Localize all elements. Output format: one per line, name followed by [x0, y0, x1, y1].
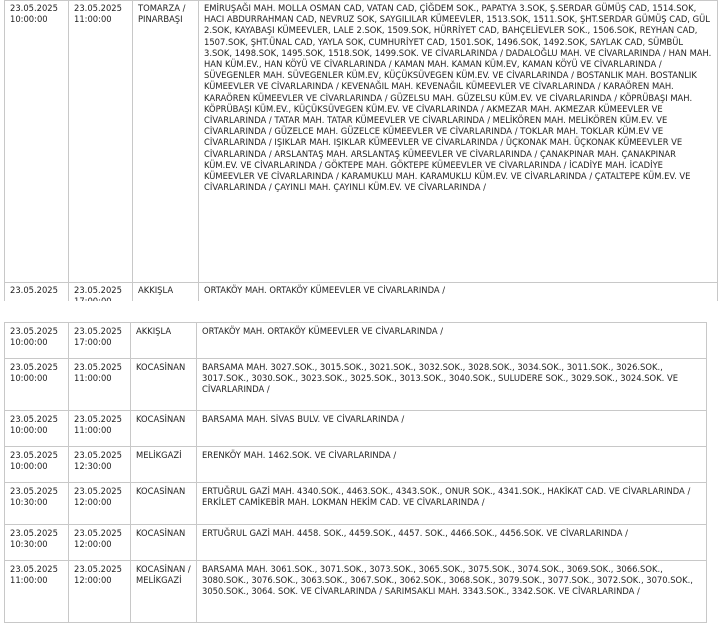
- table-row: [5, 525, 707, 561]
- start-time: 10:00:00: [10, 337, 48, 348]
- start-date: 23.05.2025: [10, 3, 58, 13]
- start-cell: [5, 525, 69, 561]
- start-time: 10:30:00: [10, 539, 48, 550]
- end-time: 17:00:00: [74, 337, 112, 348]
- table-row: [5, 323, 707, 359]
- locations-text: ERENKÖY MAH. 1462.SOK. VE CİVARLARINDA /: [202, 450, 397, 460]
- start-date: 23.05.2025: [10, 450, 58, 460]
- start-cell: [5, 1, 69, 283]
- district-name: AKKIŞLA: [138, 285, 174, 295]
- end-date: 23.05.2025: [74, 528, 122, 538]
- end-date: 23.05.2025: [74, 326, 122, 336]
- district-name: MELİKGAZİ: [136, 450, 182, 460]
- end-date: 23.05.2025: [74, 414, 122, 424]
- table-row: [5, 411, 707, 447]
- district-name: KOCASİNAN: [136, 528, 186, 538]
- end-date: 23.05.2025: [74, 564, 122, 574]
- district-name: KOCASİNAN: [136, 414, 186, 424]
- locations-text: BARSAMA MAH. 3027.SOK., 3015.SOK., 3021.SOK., 3032.SOK., 3028.SOK., 3034.SOK., 3011.SOK., 3026.SOK., 3017.SOK., 3030.SOK., 3023.SOK., 3025.SOK., 3013.SOK., 3040.SOK., SULUDERE SOK., 3029.SOK., 3024.SOK. VE CİVARLARINDA /: [202, 362, 678, 395]
- locations-cell: [197, 323, 707, 359]
- district-cell: [131, 447, 197, 483]
- start-time: 10:00:00: [10, 461, 48, 472]
- table-row: [5, 447, 707, 483]
- end-cell: [69, 483, 131, 525]
- district-name: KOCASİNAN / MELİKGAZİ: [136, 564, 191, 586]
- end-date: 23.05.2025: [74, 3, 122, 13]
- start-cell: [5, 447, 69, 483]
- end-time: 11:00:00: [74, 373, 112, 384]
- district-cell: [131, 525, 197, 561]
- end-cell: [69, 525, 131, 561]
- start-cell: [5, 561, 69, 623]
- locations-text: BARSAMA MAH. 3061.SOK., 3071.SOK., 3073.SOK., 3065.SOK., 3075.SOK., 3074.SOK., 3069.SOK., 3066.SOK., 3080.SOK., 3076.SOK., 3063.SOK., 3067.SOK., 3062.SOK., 3068.SOK., 3079.SOK., 3077.SOK., 3072.SOK., 3070.SOK., 3050.SOK., 3064. SOK. VE CİVARLARINDA / SARIMSAKLI MAH. 3343.SOK., 3342.SOK. VE CİVARLARINDA /: [202, 564, 693, 597]
- end-time: 12:00:00: [74, 575, 112, 586]
- locations-text: ORTAKÖY MAH. ORTAKÖY KÜMEEVLER VE CİVARLARINDA /: [204, 285, 446, 295]
- end-cell: [69, 561, 131, 623]
- table-row: [5, 483, 707, 525]
- table-row: [5, 359, 707, 411]
- end-time: 11:00:00: [74, 425, 112, 436]
- end-cell: [69, 447, 131, 483]
- locations-text: BARSAMA MAH. SİVAS BULV. VE CİVARLARINDA /: [202, 414, 405, 424]
- district-cell: [131, 483, 197, 525]
- start-date: 23.05.2025: [10, 326, 58, 336]
- end-date: 23.05.2025: [74, 486, 122, 496]
- district-cell: [131, 411, 197, 447]
- start-time: 10:00:00: [10, 14, 48, 25]
- locations-cell: [197, 561, 707, 623]
- start-cell: [5, 483, 69, 525]
- start-time: 11:00:00: [10, 575, 48, 586]
- start-time: 10:00:00: [10, 425, 48, 436]
- end-date: 23.05.2025: [74, 450, 122, 460]
- locations-text: EMİRUŞAĞI MAH. MOLLA OSMAN CAD, VATAN CAD, ÇİĞDEM SOK., PAPATYA 3.SOK, Ş.SERDAR GÜMÜŞ CAD, 1514.SOK, HACI ABDURRAHMAN CAD, NEVRUZ SOK, SAYGILILAR KÜMEEVLER, 1513.SOK, 1511.SOK, ŞHT.SERDAR GÜMÜŞ CAD, GÜL 2.SOK, KAYABAŞI KÜMEEVLER, LALE 2.SOK, 1509.SOK, HÜRRİYET CAD, BAHÇELİEVLER SOK., 1506.SOK, REYHAN CAD, 1507.SOK, ŞHT.ÜNAL CAD, YAYLA SOK, CUMHURİYET CAD, 1501.SOK, 1496.SOK, 1492.SOK, SAYLAK CAD, SÜMBÜL 3.SOK, 1498.SOK, 1495.SOK, 1518.SOK, 1499.SOK. VE CİVARLARINDA / DADALOĞLU MAH. VE CİVARLARINDA / HAN MAH. HAN KÜM.EV., HAN KÖYÜ VE CİVARLARINDA / KAMAN MAH. KAMAN KÜM.EV, KAMAN KÖYÜ VE CİVARLARINDA / SÜVEGENLER MAH. SÜVEGENLER KÜM.EV, KÜÇÜKSÜVEGEN KÜM.EV. VE CİVARLARINDA / BOSTANLIK MAH. BOSTANLIK KÜMEEVLER VE CİVARLARINDA / KEVENAĞIL MAH. KEVENAĞIL KÜMEEVLER VE CİVARLARINDA / KARAÖREN MAH. KARAÖREN KÜMEEVLER VE CİVARLARINDA / GÜZELSU MAH. GÜZELSU KÜM.EV. VE CİVARLARINDA / KÖPRÜBAŞI MAH. KÖPRÜBAŞI KÜM.EV., KÜÇÜKSÜVEGEN KÜM.EV. VE CİVARLARINDA / AKMEZAR MAH. AKMEZAR KÜMEEVLER VE CİVARLARINDA / TATAR MAH. TATAR KÜMEEVLER VE CİVARLARINDA / MELİKÖREN MAH. MELİKÖREN KÜM.EV. VE CİVARLARINDA / GÜZELCE MAH. GÜZELCE KÜMEEVLER VE CİVARLARINDA / TOKLAR MAH. TOKLAR KÜM.EV VE CİVARLARINDA / IŞIKLAR MAH. IŞIKLAR KÜMEEVLER VE CİVARLARINDA / ÜÇKONAK MAH. ÜÇKONAK KÜMEEVLER VE CİVARLARINDA / ARSLANTAŞ MAH. ARSLANTAŞ KÜMEEVLER VE CİVARLARINDA / ÇANAKPINAR MAH. ÇANAKPINAR KÜM.EV. VE CİVARLARINDA / GÖKTEPE MAH. GÖKTEPE KÜMEEVLER VE CİVARLARINDA / İCADİYE MAH. İCADİYE KÜMEEVLER VE CİVARLARINDA / KARAMUKLU MAH. KARAMUKLU KÜM.EV. VE CİVARLARINDA / ÇATALTEPE KÜM.EV. VE CİVARLARINDA / ÇAYINLI MAH. ÇAYINLI KÜM.EV. VE CİVARLARINDA /: [204, 3, 712, 193]
- start-date: 23.05.2025: [10, 564, 58, 574]
- start-cell: [5, 359, 69, 411]
- district-cell: [133, 1, 199, 283]
- start-date: 23.05.2025: [10, 285, 58, 295]
- start-date: 23.05.2025: [10, 414, 58, 424]
- end-time: 12:30:00: [74, 461, 112, 472]
- district-name: KOCASİNAN: [136, 362, 186, 372]
- start-cell: [5, 411, 69, 447]
- table-row: [5, 1, 718, 283]
- start-date: 23.05.2025: [10, 528, 58, 538]
- end-cell: [69, 323, 131, 359]
- end-time: 11:00:00: [74, 14, 112, 25]
- end-date: 23.05.2025: [74, 285, 122, 295]
- locations-cell: [197, 447, 707, 483]
- locations-cell: [197, 359, 707, 411]
- end-cell: [69, 359, 131, 411]
- district-name: AKKIŞLA: [136, 326, 172, 336]
- locations-text: ERTUĞRUL GAZİ MAH. 4340.SOK., 4463.SOK., 4343.SOK., ONUR SOK., 4341.SOK., HAKİKAT CAD. VE CİVARLARINDA / ERKİLET CAMİKEBİR MAH. LOKMAN HEKİM CAD. VE CİVARLARINDA /: [202, 486, 691, 508]
- start-date: 23.05.2025: [10, 362, 58, 372]
- end-time: 12:00:00: [74, 497, 112, 508]
- table-gap: [0, 301, 719, 322]
- locations-cell: [197, 483, 707, 525]
- district-cell: [131, 561, 197, 623]
- start-cell: [5, 323, 69, 359]
- locations-text: ERTUĞRUL GAZİ MAH. 4458. SOK., 4459.SOK., 4457. SOK., 4466.SOK., 4456.SOK. VE CİVARLARINDA /: [202, 528, 628, 538]
- end-date: 23.05.2025: [74, 362, 122, 372]
- table-row: [5, 561, 707, 623]
- start-date: 23.05.2025: [10, 486, 58, 496]
- end-cell: [69, 1, 133, 283]
- outage-table-bottom: [4, 322, 707, 623]
- end-cell: [69, 411, 131, 447]
- district-name: TOMARZA / PINARBAŞI: [138, 3, 186, 25]
- locations-cell: [197, 411, 707, 447]
- start-time: 10:00:00: [10, 373, 48, 384]
- locations-cell: [197, 525, 707, 561]
- outage-table-top: [4, 0, 718, 321]
- start-time: 10:30:00: [10, 497, 48, 508]
- district-name: KOCASİNAN: [136, 486, 186, 496]
- locations-text: ORTAKÖY MAH. ORTAKÖY KÜMEEVLER VE CİVARLARINDA /: [202, 326, 444, 336]
- district-cell: [131, 323, 197, 359]
- district-cell: [131, 359, 197, 411]
- end-time: 12:00:00: [74, 539, 112, 550]
- locations-cell: [199, 1, 718, 283]
